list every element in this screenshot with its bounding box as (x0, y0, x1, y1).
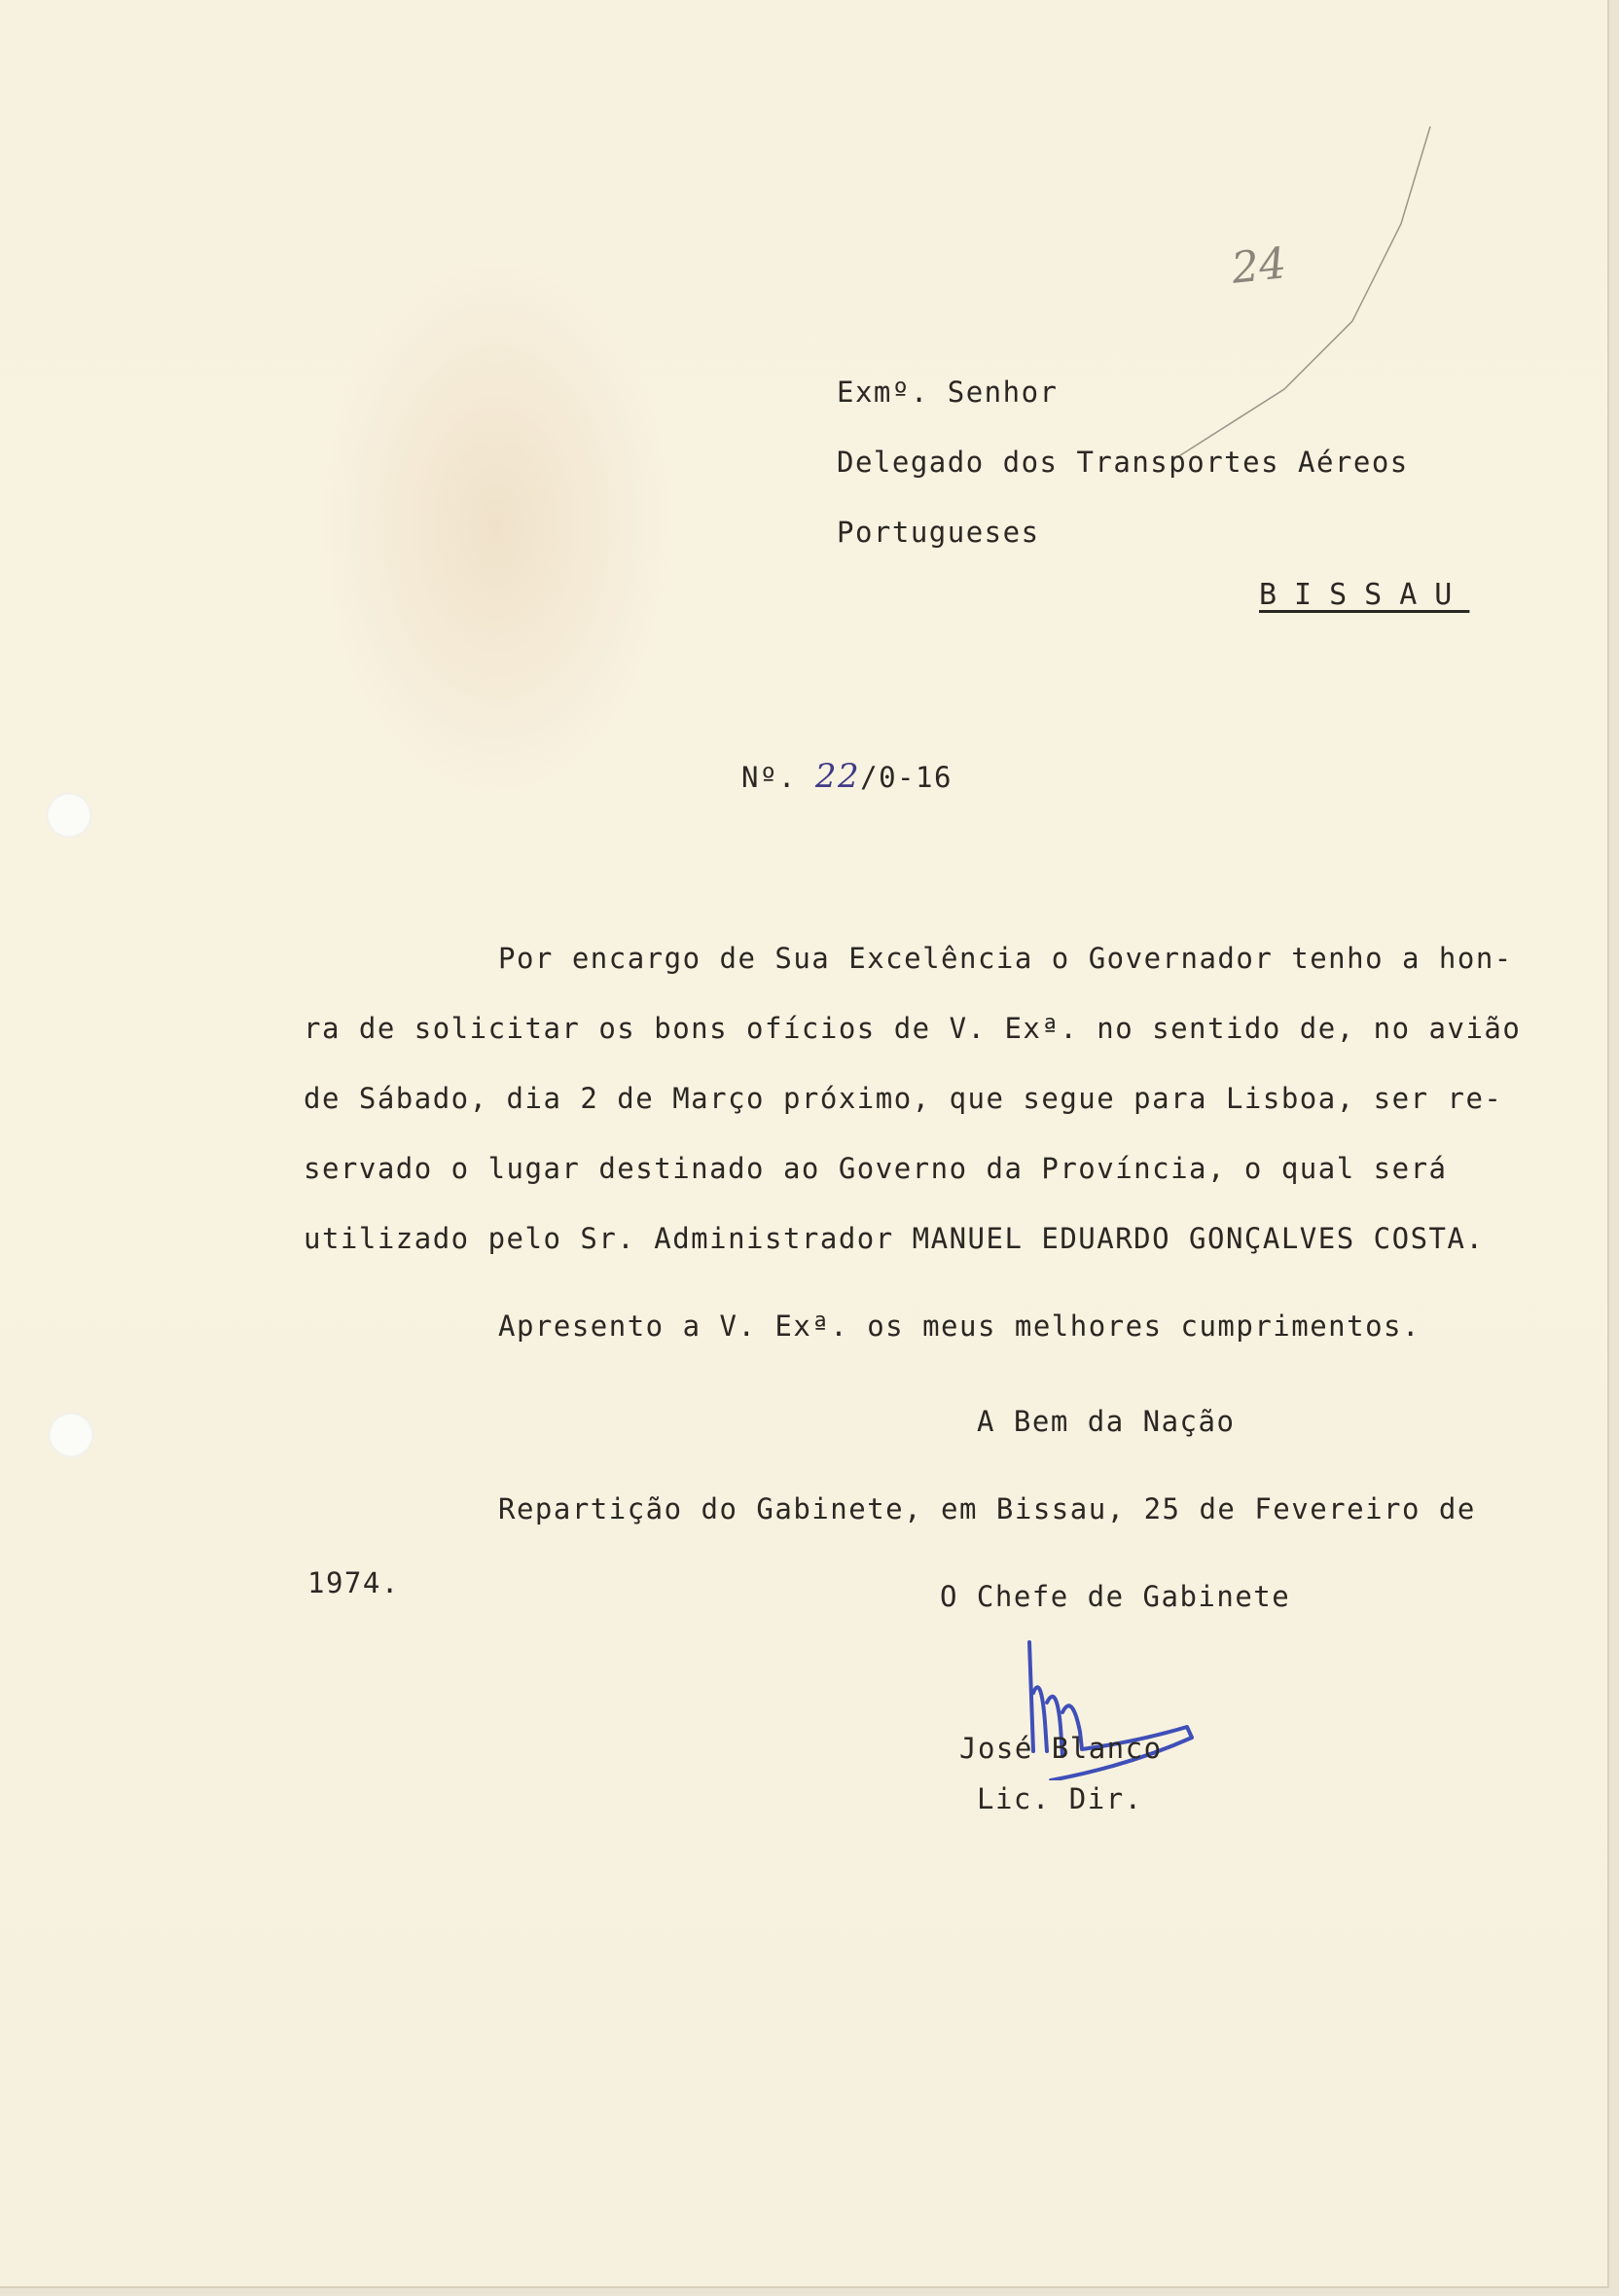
page-annotation: 24 (1229, 238, 1289, 294)
closing-motto: A Bem da Nação (977, 1405, 1236, 1438)
place-date-line-2: 1974. (307, 1566, 400, 1599)
body-line-4: servado o lugar destinado ao Governo da Província, o qual será (304, 1152, 1448, 1185)
recipient-city: BISSAU (1259, 578, 1470, 612)
reference-number (741, 757, 953, 796)
body-line-1: Por encargo de Sua Excelência o Governador tenho a hon- (498, 942, 1513, 975)
reference-prefix: Nº. (741, 761, 797, 794)
signer-title: O Chefe de Gabinete (940, 1580, 1291, 1613)
recipient-line-2: Delegado dos Transportes Aéreos (837, 446, 1409, 479)
punch-hole-bottom (49, 1413, 93, 1457)
recipient-line-3: Portugueses (837, 516, 1040, 549)
reference-suffix: /0-16 (860, 761, 953, 794)
body-line-2: ra de solicitar os bons ofícios de V. Exª. no sentido de, no avião (304, 1012, 1522, 1045)
body-line-3: de Sábado, dia 2 de Março próximo, que segue para Lisboa, ser re- (304, 1082, 1503, 1115)
body-line-6: Apresento a V. Exª. os meus melhores cumprimentos. (498, 1309, 1421, 1343)
signer-degree: Lic. Dir. (977, 1782, 1143, 1815)
reference-handwritten-number: 22 (814, 757, 861, 796)
signer-name: José Blanco (959, 1732, 1163, 1765)
place-date-line-1: Repartição do Gabinete, em Bissau, 25 de Fevereiro de (498, 1492, 1476, 1525)
body-line-5: utilizado pelo Sr. Administrador MANUEL EDUARDO GONÇALVES COSTA. (304, 1222, 1485, 1255)
punch-hole-top (47, 793, 91, 838)
recipient-line-1: Exmº. Senhor (837, 376, 1059, 409)
